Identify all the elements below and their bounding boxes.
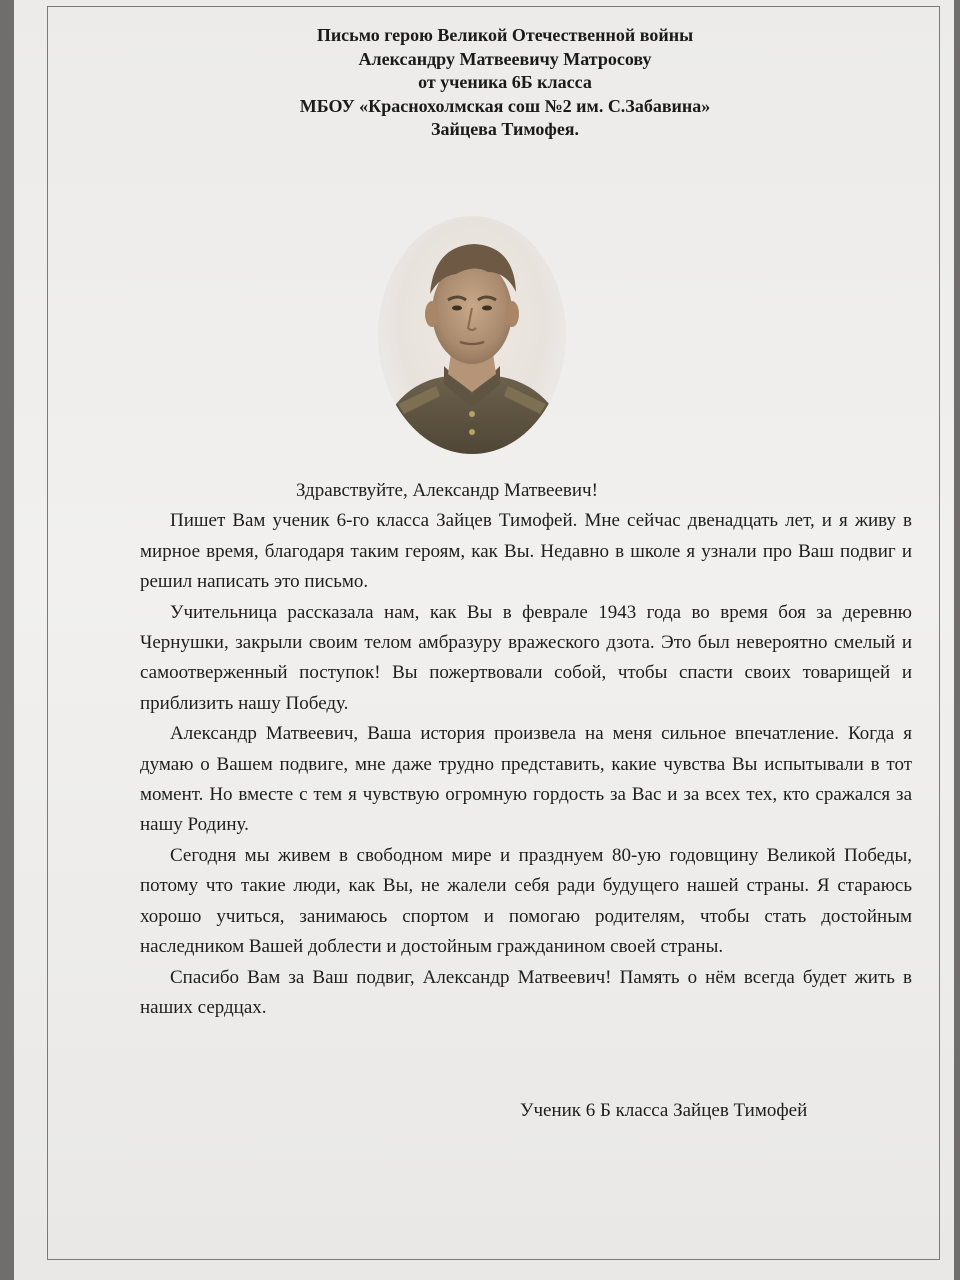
header-line-4: МБОУ «Краснохолмская сош №2 им. С.Забавина» — [299, 95, 711, 116]
soldier-portrait-icon — [378, 216, 566, 454]
header-line-3: от ученика 6Б класса — [418, 72, 592, 92]
letter-header — [60, 24, 950, 142]
header-line-1: Письмо герою Великой Отечественной войны — [316, 25, 694, 45]
letter-paragraph-2: Учительница рассказала нам, как Вы в феврале 1943 года во время боя за деревню Чернушки, закрыли своим телом амбразуру вражеского дзота. Это был невероятно смелый и самоотверженный поступок! Вы пожертвовали собой, чтобы спасти своих товарищей и приблизить нашу Победу. — [140, 601, 912, 714]
letter-paragraph-3: Александр Матвеевич, Ваша история произвела на меня сильное впечатление. Когда я думаю о Вашем подвиге, мне даже трудно представить, какие чувства Вы испытывали в тот момент. Но вместе с тем я чувствую огромную гордость за Вас и за всех тех, кто сражался за нашу Родину. — [140, 723, 912, 836]
letter-signature: Ученик 6 Б класса Зайцев Тимофей — [520, 1100, 808, 1121]
header-line-5: Зайцева Тимофея. — [430, 119, 580, 139]
letter-paragraph-5: Спасибо Вам за Ваш подвиг, Александр Матвеевич! Память о нём всегда будет жить в наших сердцах. — [140, 966, 912, 1018]
letter-body — [140, 476, 912, 1023]
header-line-2: Александру Матвеевичу Матросову — [358, 48, 652, 69]
letter-greeting: Здравствуйте, Александр Матвеевич! — [296, 480, 598, 501]
letter-paragraph-1: Пишет Вам ученик 6-го класса Зайцев Тимофей. Мне сейчас двенадцать лет, и я живу в мирное время, благодаря таким героям, как Вы. Недавно в школе я узнали про Ваш подвиг и решил написать это письмо. — [140, 510, 912, 593]
letter-paragraph-4: Сегодня мы живем в свободном мире и празднуем 80-ую годовщину Великой Победы, потому что такие люди, как Вы, не жалели себя ради будущего нашей страны. Я стараюсь хорошо учиться, занимаюсь спортом и помогаю родителям, чтобы стать достойным наследником Вашей доблести и достойным гражданином своей страны. — [140, 844, 912, 958]
